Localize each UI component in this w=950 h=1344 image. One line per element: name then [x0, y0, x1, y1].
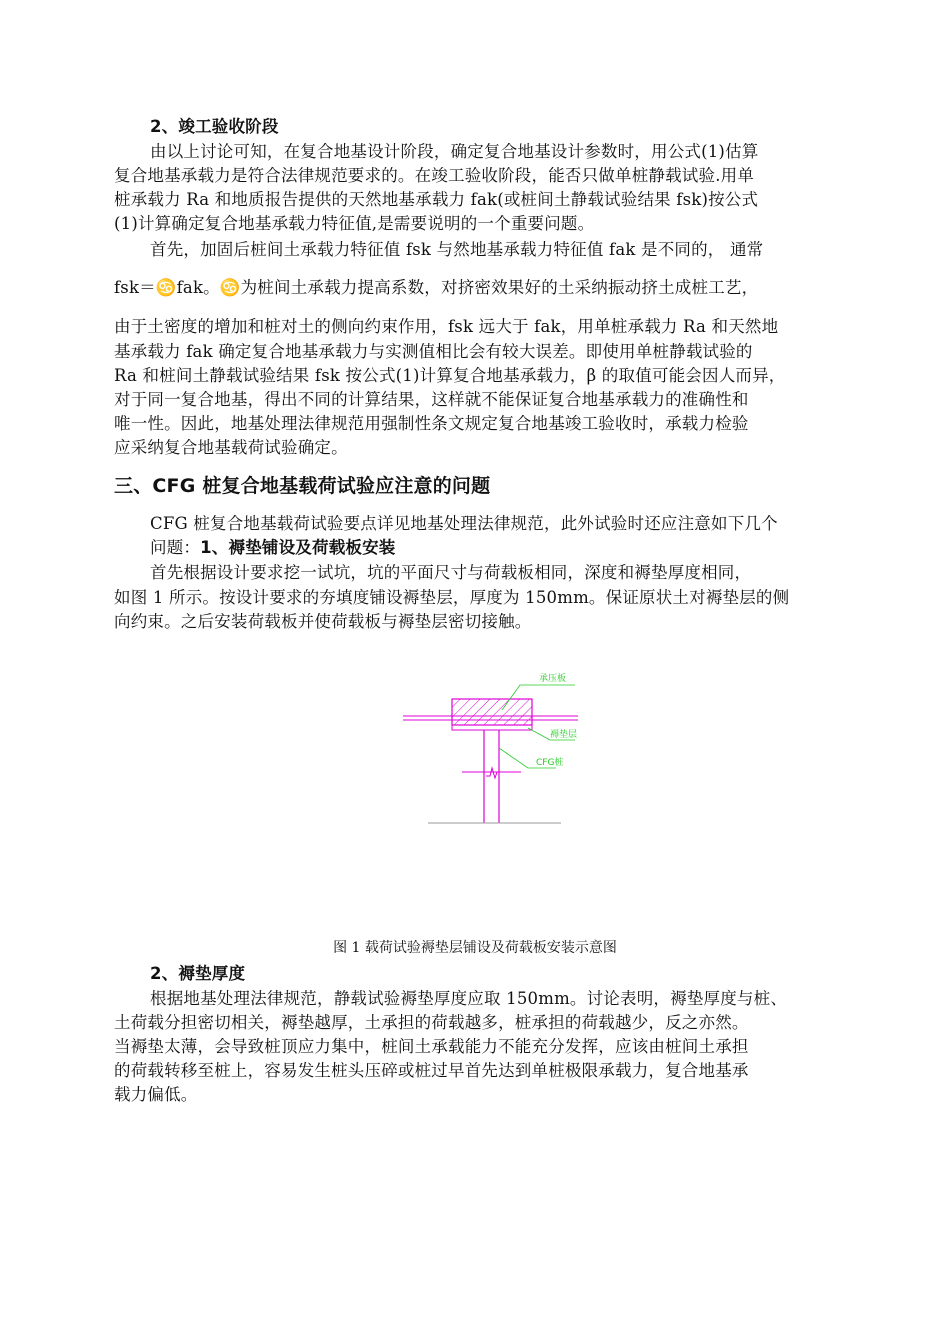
sub1-title: 1、褥垫铺设及荷载板安装 [200, 538, 396, 557]
label-plate: 承压板 [539, 674, 567, 684]
para1-line: 由以上讨论可知，在复合地基设计阶段，确定复合地基设计参数时，用公式(1)估算 [150, 142, 759, 161]
para5-line: 当褥垫太薄，会导致桩顶应力集中，桩间土承载能力不能充分发挥，应该由桩间土承担 [114, 1037, 749, 1056]
figure-1-diagram [400, 660, 590, 830]
para2-line: 由于土密度的增加和桩对土的侧向约束作用，fsk 远大于 fak，用单桩承载力 Ra 和天然地 [114, 317, 779, 336]
para2-line: Ra 和桩间土静载试验结果 fsk 按公式(1)计算复合地基承载力，β 的取值可能会因人而异， [114, 366, 786, 385]
para1-line: 复合地基承载力是符合法律规范要求的。在竣工验收阶段，能否只做单桩静载试验.用单 [114, 166, 755, 185]
para3-prefix: 问题： [150, 538, 201, 557]
para5-line: 土荷载分担密切相关，褥垫越厚，土承担的荷载越多，桩承担的荷载越少，反之亦然。 [114, 1013, 749, 1032]
label-pile: CFG桩 [536, 758, 564, 768]
para5-line: 的荷载转移至桩上，容易发生桩头压碎或桩过早首先达到单桩极限承载力，复合地基承 [114, 1061, 749, 1080]
figure-caption: 图 1 载荷试验褥垫层铺设及荷载板安装示意图 [333, 940, 617, 956]
section2-title: 2、竣工验收阶段 [150, 117, 279, 136]
para3-line: CFG 桩复合地基载荷试验要点详见地基处理法律规范，此外试验时还应注意如下几个 [150, 514, 778, 533]
cushion-layer [452, 725, 532, 730]
para4-line: 如图 1 所示。按设计要求的夯填度铺设褥垫层，厚度为 150mm。保证原状土对褥垫层的侧 [114, 588, 790, 607]
para5-line: 载力偏低。 [114, 1085, 198, 1104]
load-plate [452, 699, 532, 725]
para1-line: 桩承载力 Ra 和地质报告提供的天然地基承载力 fak(或桩间土静载试验结果 fsk)按公式 [114, 190, 759, 209]
heading-3: 三、CFG 桩复合地基载荷试验应注意的问题 [114, 475, 491, 497]
para2-line: 基承载力 fak 确定复合地基承载力与实测值相比会有较大误差。即使用单桩静载试验的 [114, 342, 753, 361]
para4-line: 首先根据设计要求挖一试坑，坑的平面尺寸与荷载板相同，深度和褥垫厚度相同， [150, 563, 752, 582]
label-cushion: 褥垫层 [550, 730, 578, 740]
para2-line: 对于同一复合地基，得出不同的计算结果，这样就不能保证复合地基承载力的准确性和 [114, 390, 749, 409]
break-symbol [486, 768, 497, 778]
para4-line: 向约束。之后安装荷载板并使荷载板与褥垫层密切接触。 [114, 612, 532, 631]
para1-line: (1)计算确定复合地基承载力特征值,是需要说明的一个重要问题。 [114, 214, 595, 233]
para5-line: 根据地基处理法律规范，静载试验褥垫厚度应取 150mm。讨论表明，褥垫厚度与桩、 [150, 989, 788, 1008]
para2-line: fsk＝♋fak。♋为桩间土承载力提高系数，对挤密效果好的土采纳振动挤土成桩工艺， [114, 278, 759, 297]
para3-line [150, 536, 396, 560]
para2-line: 唯一性。因此，地基处理法律规范用强制性条文规定复合地基竣工验收时，承载力检验 [114, 414, 749, 433]
para2-line: 首先，加固后桩间土承载力特征值 fsk 与然地基承载力特征值 fak 是不同的， 通常 [150, 240, 764, 259]
para2-line: 应采纳复合地基载荷试验确定。 [114, 438, 348, 457]
sub2-title: 2、褥垫厚度 [150, 964, 246, 983]
